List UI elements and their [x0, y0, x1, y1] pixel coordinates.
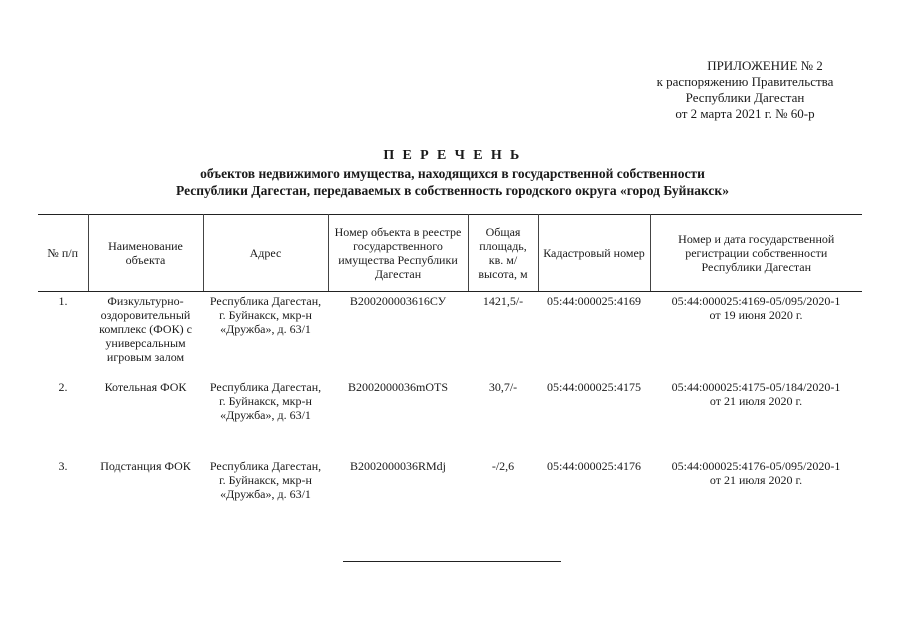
document-heading — [0, 147, 905, 199]
table-row — [38, 378, 862, 457]
registration-number: 05:44:000025:4176-05/095/2020-1 — [671, 459, 841, 473]
header-name: Наименование объекта — [88, 215, 203, 292]
header-area: Общая площадь, кв. м/ высота, м — [468, 215, 538, 292]
cell-registration — [650, 378, 862, 457]
registration-date: от 19 июня 2020 г. — [709, 308, 803, 322]
property-table — [38, 214, 862, 529]
table-row — [38, 457, 862, 529]
header-address: Адрес — [203, 215, 328, 292]
cell-num: 1. — [58, 294, 68, 308]
cell-cadastral: 05:44:000025:4175 — [546, 380, 641, 394]
cell-address: Республика Дагестан, г. Буйнакск, мкр-н «Дружба», д. 63/1 — [209, 380, 322, 422]
cell-name: Физкультурно-оздоровительный комплекс (ФОК) с универсальным игровым залом — [99, 294, 192, 364]
document-title: П Е Р Е Ч Е Н Ь — [383, 148, 522, 163]
annex-reference: к распоряжению Правительства — [656, 74, 834, 89]
registration-number: 05:44:000025:4175-05/184/2020-1 — [671, 380, 841, 394]
table-header-row — [38, 215, 862, 292]
cell-address: Республика Дагестан, г. Буйнакск, мкр-н «Дружба», д. 63/1 — [209, 294, 322, 336]
cell-registry-number: В200200003616СУ — [349, 294, 447, 308]
cell-name: Подстанция ФОК — [100, 459, 191, 473]
header-registration: Номер и дата государственной регистрации собственности Республики Дагестан — [650, 215, 862, 292]
header-registry-number: Номер объекта в реестре государственного имущества Республики Дагестан — [328, 215, 468, 292]
cell-area: -/2,6 — [491, 459, 515, 473]
cell-registry-number: В2002000036mOTS — [347, 380, 448, 394]
document-subtitle-line1: объектов недвижимого имущества, находящихся в государственной собственности — [200, 166, 705, 181]
cell-registry-number: В2002000036RMdj — [349, 459, 446, 473]
cell-num: 3. — [58, 459, 68, 473]
cell-cadastral: 05:44:000025:4176 — [546, 459, 641, 473]
cell-name: Котельная ФОК — [104, 380, 187, 394]
annex-title: ПРИЛОЖЕНИЕ № 2 — [707, 58, 823, 73]
cell-address: Республика Дагестан, г. Буйнакск, мкр-н «Дружба», д. 63/1 — [209, 459, 322, 501]
table-row — [38, 292, 862, 379]
cell-area: 30,7/- — [488, 380, 518, 394]
registration-number: 05:44:000025:4169-05/095/2020-1 — [671, 294, 841, 308]
annex-date: от 2 марта 2021 г. № 60-р — [675, 106, 815, 121]
header-cadastral: Кадастровый номер — [538, 215, 650, 292]
cell-registration — [650, 292, 862, 379]
cell-registration — [650, 457, 862, 529]
document-subtitle-line2: Республики Дагестан, передаваемых в собственность городского округа «город Буйнакск» — [176, 183, 729, 198]
registration-date: от 21 июля 2020 г. — [709, 473, 803, 487]
header-num: № п/п — [38, 215, 88, 292]
registration-date: от 21 июля 2020 г. — [709, 394, 803, 408]
annex-block — [610, 58, 880, 122]
closing-line — [343, 561, 561, 562]
cell-num: 2. — [58, 380, 68, 394]
cell-area: 1421,5/- — [482, 294, 524, 308]
annex-government: Республики Дагестан — [685, 90, 805, 105]
cell-cadastral: 05:44:000025:4169 — [546, 294, 641, 308]
